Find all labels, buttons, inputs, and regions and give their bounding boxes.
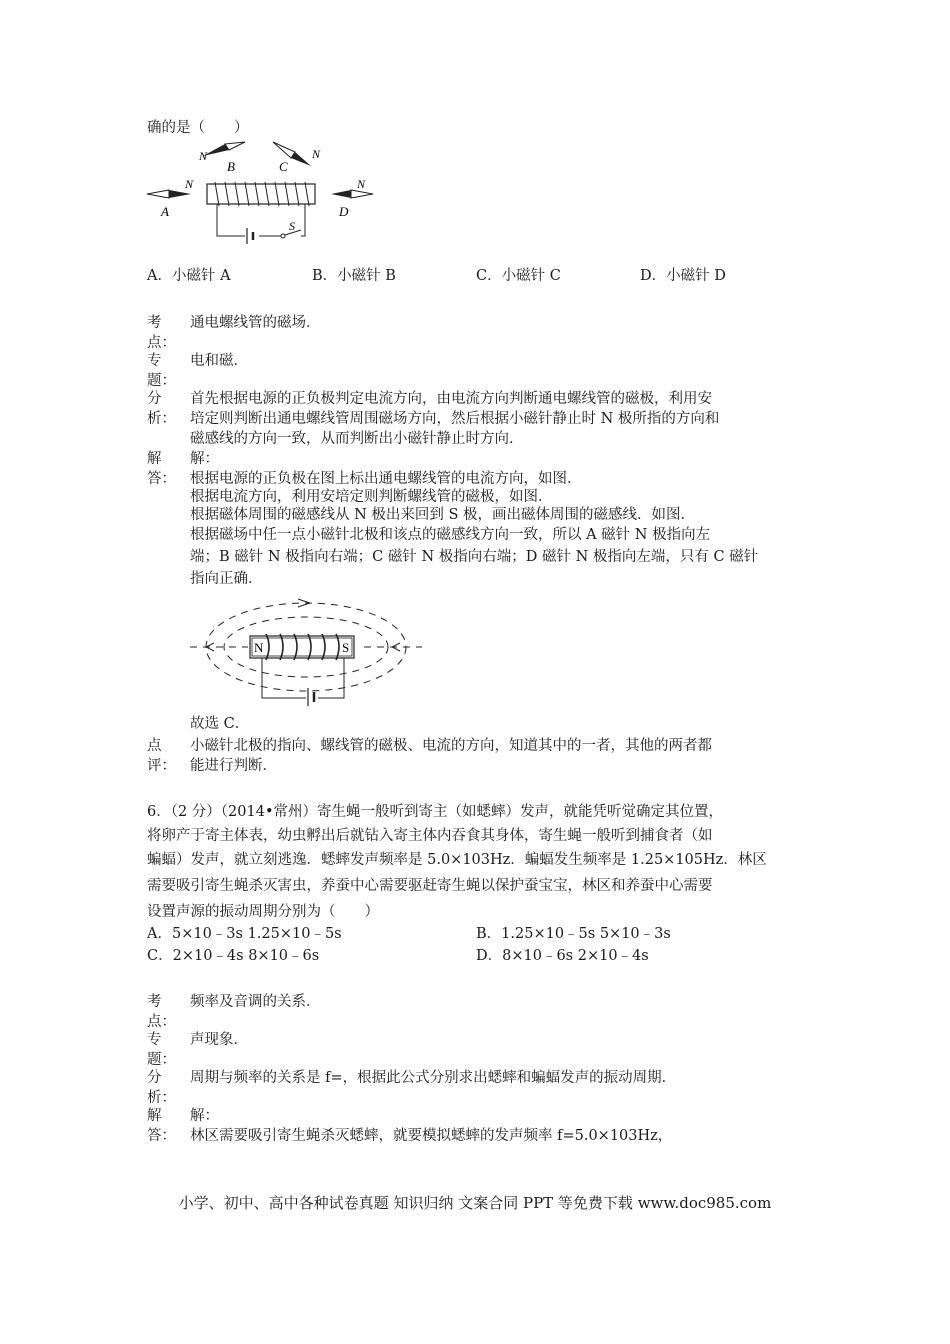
q5-jieda-line-5: 根据磁场中任一点小磁针北极和该点的磁感线方向一致，所以 A 磁针 N 极指向左 — [190, 527, 711, 543]
q5-kaodian: 通电螺线管的磁场． — [190, 315, 321, 331]
needle-a-icon — [147, 190, 191, 198]
q5-zhuanti: 电和磁． — [190, 353, 248, 369]
q5-option-b[interactable]: B．小磁针 B — [312, 268, 396, 284]
needle-d-label: D — [339, 204, 349, 219]
solenoid-coils — [215, 182, 309, 206]
q5-jieda-line-7: 指向正确． — [190, 571, 263, 587]
needle-a-n-label: N — [185, 177, 194, 191]
needle-b-icon — [203, 142, 245, 156]
q5-answer-figure — [188, 590, 428, 708]
q5-jieda-label: 解 答： — [147, 451, 176, 487]
q6-option-c[interactable]: C．2×10﹣4s 8×10﹣6s — [147, 948, 320, 964]
answer-circuit-wire — [262, 658, 344, 698]
needle-d-icon — [331, 190, 373, 198]
q6-jieda-label: 解 答： — [147, 1108, 176, 1144]
q6-kaodian: 频率及音调的关系． — [190, 994, 321, 1010]
q6-option-d[interactable]: D．8×10﹣6s 2×10﹣4s — [476, 948, 649, 964]
q5-fenxi-label: 分 析： — [147, 391, 176, 427]
q6-option-a[interactable]: A．5×10﹣3s 1.25×10﹣5s — [147, 926, 342, 942]
battery-icon — [247, 228, 253, 244]
q5-option-d[interactable]: D．小磁针 D — [640, 268, 726, 284]
q6-stem-line-1: 6．（2 分）（2014•常州）寄生蝇一般听到寄主（如蟋蟀）发声，就能凭听觉确定其位置， — [147, 804, 724, 820]
q5-jieda-line-6: 端；B 磁针 N 极指向右端；C 磁针 N 极指向右端；D 磁针 N 极指向左端，只有 C 磁针 — [190, 549, 759, 565]
q6-jieda-line-2: 林区需要吸引寄生蝇杀灭蟋蟀，就要模拟蟋蟀的发声频率 f=5.0×103Hz， — [190, 1128, 673, 1144]
q6-stem-line-5: 设置声源的振动周期分别为（ ） — [147, 904, 379, 920]
q5-stem-tail: 确的是（ ） — [147, 120, 249, 136]
q5-fenxi-line-1: 首先根据电源的正负极判定电流方向，由电流方向判断通电螺线管的磁极，利用安 — [190, 391, 712, 407]
page-footer: 小学、初中、高中各种试卷真题 知识归纳 文案合同 PPT 等免费下载 www.doc985.com — [178, 1194, 772, 1212]
q5-fenxi-line-2: 培定则判断出通电螺线管周围磁场方向，然后根据小磁针静止时 N 极所指的方向和 — [190, 411, 720, 427]
needle-c-label: C — [279, 159, 288, 174]
q5-dianping-line-1: 小磁针北极的指向、螺线管的磁极、电流的方向，知道其中的一者，其他的两者都 — [190, 738, 712, 754]
q6-option-b[interactable]: B．1.25×10﹣5s 5×10﹣3s — [476, 926, 671, 942]
answer-n-pole-label: N — [254, 640, 264, 655]
needle-b-label: B — [227, 159, 235, 174]
q5-dianping-line-2: 能进行判断． — [190, 758, 277, 774]
q5-kaodian-label: 考 点： — [147, 315, 176, 351]
q5-conclusion: 故选 C． — [190, 716, 250, 732]
q6-fenxi: 周期与频率的关系是 f=，根据此公式分别求出蟋蟀和蝙蝠发声的振动周期． — [190, 1070, 677, 1086]
q5-jieda-line-3: 根据电流方向，利用安培定则判断螺线管的磁极，如图． — [190, 489, 553, 505]
answer-s-pole-label: S — [342, 640, 350, 655]
q6-stem-line-3: 蝙蝠）发声，就立刻逃逸．蟋蟀发声频率是 5.0×103Hz．蝙蝠发生频率是 1.25×105Hz．林区 — [147, 852, 767, 868]
q5-zhuanti-label: 专 题： — [147, 353, 176, 389]
needle-c-n-label: N — [312, 147, 321, 161]
needle-d-n-label: N — [357, 177, 366, 191]
q5-option-c[interactable]: C．小磁针 C — [476, 268, 561, 284]
q6-zhuanti: 声现象． — [190, 1032, 248, 1048]
q5-fenxi-line-3: 磁感线的方向一致，从而判断出小磁针静止时方向． — [190, 431, 524, 447]
q5-jieda-line-1: 解： — [190, 451, 219, 467]
needle-a-label: A — [161, 204, 169, 219]
needle-b-n-label: N — [199, 149, 208, 163]
q6-zhuanti-label: 专 题： — [147, 1032, 176, 1068]
q6-stem-line-4: 需要吸引寄生蝇杀灭害虫，养蚕中心需要驱赶寄生蝇以保护蚕宝宝，林区和养蚕中心需要 — [147, 878, 713, 894]
switch-s-label: S — [289, 219, 295, 233]
q6-stem-line-2: 将卵产于寄主体表，幼虫孵出后就钻入寄主体内吞食其身体，寄生蝇一般听到捕食者（如 — [147, 828, 713, 844]
q6-kaodian-label: 考 点： — [147, 994, 176, 1030]
q5-jieda-line-2: 根据电源的正负极在图上标出通电螺线管的电流方向，如图． — [190, 471, 582, 487]
q5-jieda-line-4: 根据磁体周围的磁感线从 N 极出来回到 S 极，画出磁体周围的磁感线．如图． — [190, 507, 696, 523]
q6-fenxi-label: 分 析： — [147, 1070, 176, 1106]
solenoid-core — [207, 184, 315, 204]
q5-dianping-label: 点 评： — [147, 738, 176, 774]
q6-jieda-line-1: 解： — [190, 1108, 219, 1124]
q5-option-a[interactable]: A．小磁针 A — [147, 268, 231, 284]
q5-solenoid-figure — [145, 138, 375, 248]
